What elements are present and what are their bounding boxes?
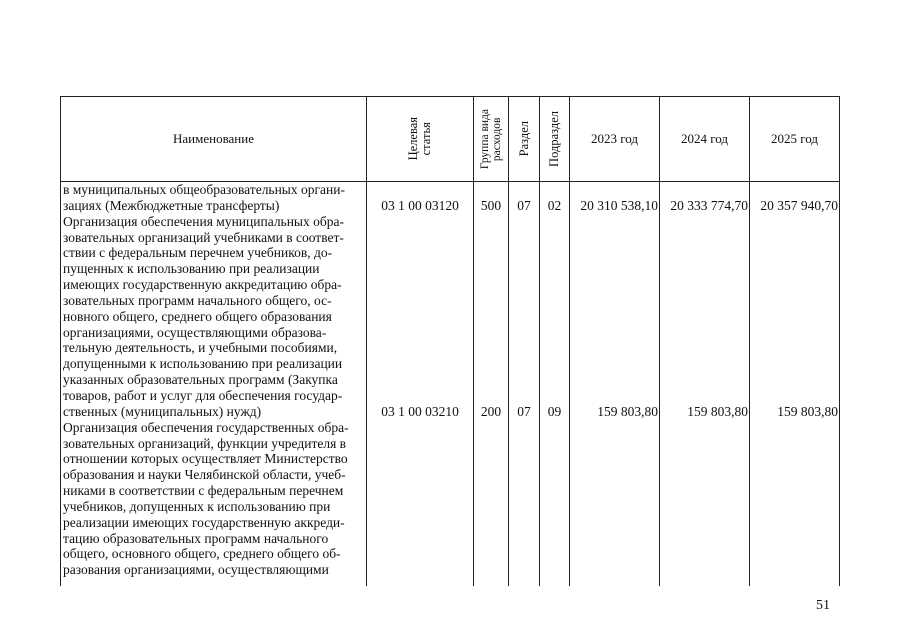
row-2-subsection: 09 xyxy=(547,404,562,419)
year-2024-column xyxy=(660,182,750,587)
row-3-name: Организация обеспечения государственных обра- зовательных организаций, функции учредителя в отношении которых осуществляет Министерство образования и науки Челябинской области, учеб- никами в соответствии с федеральным перечнем учебников, допущенных к использованию при реализации имеющих государственную аккреди- тацию образовательных программ начального общего, основного общего, среднего общего об- разования организациями, осуществляющими xyxy=(63,419,349,578)
section-column xyxy=(509,182,540,587)
row-2-section: 07 xyxy=(517,404,531,419)
target-article-column xyxy=(367,182,474,587)
row-2-expense-group: 200 xyxy=(480,404,502,419)
row-1-name: в муниципальных общеобразовательных органи- зациях (Межбюджетные трансферты) xyxy=(63,182,345,213)
table-body-row xyxy=(61,182,840,587)
row-1-section: 07 xyxy=(517,198,531,213)
page-number: 51 xyxy=(816,598,830,613)
expense-group-column xyxy=(474,182,509,587)
row-1-expense-group: 500 xyxy=(480,198,502,213)
row-2-name: Организация обеспечения муниципальных обра- зовательных организаций учебниками в соответ- ствии с федеральным перечнем учебников, до- пущенных к использованию при реализации имеющих государственную аккредитацию обра- зовательных программ начального общего, ос- новного общего, среднего общего образования организациями, осуществляющими образова- тельную деятельность, и учебными пособиями, допущенными к использованию при реализации указанных образовательных программ (Закупка товаров, работ и услуг для обеспечения государ- ственных (муниципальных) нужд) xyxy=(63,213,344,419)
header-expense-group: Группа вида расходов xyxy=(474,97,509,182)
header-row xyxy=(61,97,840,182)
row-2-amount-2024: 159 803,80 xyxy=(687,404,748,419)
subsection-column xyxy=(540,182,570,587)
header-2025: 2025 год xyxy=(750,97,840,182)
header-target-article: Целевая статья xyxy=(367,97,474,182)
row-1-amount-2023: 20 310 538,10 xyxy=(580,198,658,213)
header-subsection: Подраздел xyxy=(540,97,570,182)
budget-table xyxy=(60,96,840,586)
row-1-subsection: 02 xyxy=(547,198,562,213)
row-1-amount-2024: 20 333 774,70 xyxy=(670,198,748,213)
row-1-target-article: 03 1 00 03120 xyxy=(381,198,459,213)
row-2-target-article: 03 1 00 03210 xyxy=(381,404,459,419)
header-section: Раздел xyxy=(509,97,540,182)
header-2024: 2024 год xyxy=(660,97,750,182)
name-column xyxy=(61,182,367,587)
header-name: Наименование xyxy=(61,97,367,182)
header-2023: 2023 год xyxy=(570,97,660,182)
row-1-amount-2025: 20 357 940,70 xyxy=(760,198,838,213)
year-2023-column xyxy=(570,182,660,587)
row-2-amount-2023: 159 803,80 xyxy=(597,404,658,419)
year-2025-column xyxy=(750,182,840,587)
row-2-amount-2025: 159 803,80 xyxy=(777,404,838,419)
